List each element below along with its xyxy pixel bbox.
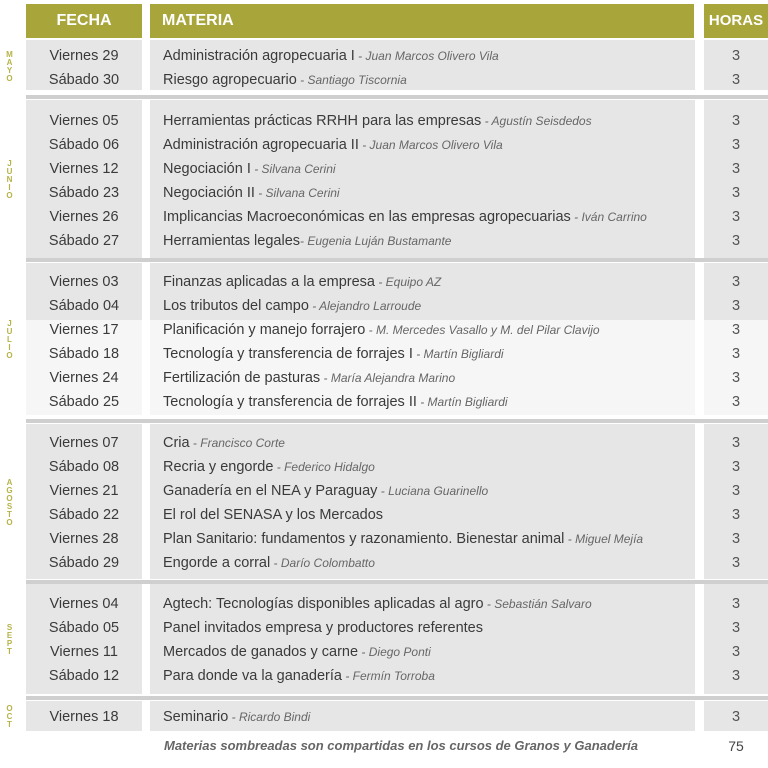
row-date: Viernes 29 xyxy=(49,48,119,64)
subject-professor: - Agustín Seisdedos xyxy=(481,114,592,128)
subject-professor: - Santiago Tiscornia xyxy=(296,73,407,87)
row-hours: 3 xyxy=(731,137,741,153)
subject-title: Cria xyxy=(163,435,190,451)
subject-professor: - María Alejandra Marino xyxy=(320,371,456,385)
subject-professor: - Federico Hidalgo xyxy=(273,460,375,474)
subject-professor: - Alejandro Larroude xyxy=(308,299,422,313)
row-subject xyxy=(163,318,703,342)
row-subject xyxy=(163,109,703,133)
row-hours: 3 xyxy=(731,209,741,225)
subject-title: Tecnología y transferencia de forrajes I xyxy=(163,346,413,362)
header-fecha: FECHA xyxy=(26,4,142,38)
row-hours: 3 xyxy=(731,346,741,362)
row-hours: 3 xyxy=(731,72,741,88)
row-subject xyxy=(163,133,703,157)
subject-professor: - M. Mercedes Vasallo y M. del Pilar Clavijo xyxy=(365,323,600,337)
subject-professor: - Diego Ponti xyxy=(358,645,431,659)
row-hours: 3 xyxy=(731,370,741,386)
subject-professor: - Eugenia Luján Bustamante xyxy=(300,234,452,248)
row-hours: 3 xyxy=(731,531,741,547)
subject-professor: - Silvana Cerini xyxy=(250,162,336,176)
row-date: Sábado 29 xyxy=(48,555,120,571)
subject-professor: - Miguel Mejía xyxy=(564,532,644,546)
row-date: Viernes 04 xyxy=(49,596,119,612)
row-date: Sábado 06 xyxy=(48,137,120,153)
month-label: JUNIO xyxy=(5,159,14,199)
row-hours: 3 xyxy=(731,507,741,523)
table-row xyxy=(0,157,768,181)
row-subject xyxy=(163,294,703,318)
table-row xyxy=(0,270,768,294)
table-row xyxy=(0,68,768,92)
subject-title: Recria y engorde xyxy=(163,459,274,475)
total-hours: 75 xyxy=(728,738,744,754)
month-label: SEPT xyxy=(5,623,14,655)
subject-title: Administración agropecuaria II xyxy=(163,137,359,153)
subject-title: Agtech: Tecnologías disponibles aplicadas al agro xyxy=(163,596,484,612)
row-date: Viernes 21 xyxy=(49,483,119,499)
month-label: AGOSTO xyxy=(5,477,14,526)
row-subject xyxy=(163,366,703,390)
subject-professor: - Sebastián Salvaro xyxy=(483,597,592,611)
row-subject xyxy=(163,390,703,414)
month-label: OCT xyxy=(5,704,14,728)
subject-professor: - Luciana Guarinello xyxy=(377,484,489,498)
row-hours: 3 xyxy=(731,596,741,612)
subject-professor: - Martín Bigliardi xyxy=(412,347,504,361)
subject-title: Ganadería en el NEA y Paraguay xyxy=(163,483,378,499)
month-separator xyxy=(26,258,768,262)
subject-title: Para donde va la ganadería xyxy=(163,668,342,684)
row-subject xyxy=(163,479,703,503)
subject-title: El rol del SENASA y los Mercados xyxy=(163,507,384,523)
subject-title: Plan Sanitario: fundamentos y razonamiento. Bienestar animal xyxy=(163,531,565,547)
subject-professor: - Equipo AZ xyxy=(374,275,442,289)
row-hours: 3 xyxy=(731,459,741,475)
table-row xyxy=(0,44,768,68)
footer-note: Materias sombreadas son compartidas en los cursos de Granos y Ganadería xyxy=(164,738,638,753)
row-subject xyxy=(163,270,703,294)
row-subject xyxy=(163,431,703,455)
month-separator xyxy=(26,419,768,423)
table-row xyxy=(0,181,768,205)
subject-title: Seminario xyxy=(163,709,229,725)
subject-professor: - Iván Carrino xyxy=(570,210,647,224)
table-row xyxy=(0,342,768,366)
row-hours: 3 xyxy=(731,274,741,290)
row-hours: 3 xyxy=(731,709,741,725)
row-hours: 3 xyxy=(731,555,741,571)
row-date: Sábado 25 xyxy=(48,394,120,410)
subject-title: Administración agropecuaria I xyxy=(163,48,355,64)
table-row xyxy=(0,133,768,157)
row-hours: 3 xyxy=(731,113,741,129)
table-row xyxy=(0,229,768,253)
row-hours: 3 xyxy=(731,233,741,249)
subject-title: Herramientas prácticas RRHH para las empresas xyxy=(163,113,482,129)
subject-title: Panel invitados empresa y productores referentes xyxy=(163,620,483,636)
subject-professor: - Silvana Cerini xyxy=(254,186,340,200)
subject-professor: - Fermín Torroba xyxy=(341,669,435,683)
table-row xyxy=(0,294,768,318)
row-date: Sábado 18 xyxy=(48,346,120,362)
row-date: Sábado 23 xyxy=(48,185,120,201)
row-subject xyxy=(163,551,703,575)
row-date: Viernes 12 xyxy=(49,161,119,177)
subject-title: Los tributos del campo xyxy=(163,298,309,314)
row-date: Sábado 12 xyxy=(48,668,120,684)
table-row xyxy=(0,205,768,229)
table-row xyxy=(0,366,768,390)
row-subject xyxy=(163,44,703,68)
row-hours: 3 xyxy=(731,644,741,660)
subject-title: Implicancias Macroeconómicas en las empresas agropecuarias xyxy=(163,209,571,225)
month-label: MAYO xyxy=(5,50,14,82)
row-date: Viernes 07 xyxy=(49,435,119,451)
row-hours: 3 xyxy=(731,668,741,684)
table-row xyxy=(0,705,768,729)
subject-title: Negociación I xyxy=(163,161,251,177)
row-subject xyxy=(163,527,703,551)
row-subject xyxy=(163,592,703,616)
row-date: Viernes 26 xyxy=(49,209,119,225)
subject-professor: - Francisco Corte xyxy=(189,436,285,450)
row-date: Viernes 05 xyxy=(49,113,119,129)
table-row xyxy=(0,503,768,527)
row-subject xyxy=(163,181,703,205)
table-row xyxy=(0,318,768,342)
table-row xyxy=(0,551,768,575)
row-date: Viernes 03 xyxy=(49,274,119,290)
row-hours: 3 xyxy=(731,322,741,338)
row-subject xyxy=(163,705,703,729)
row-hours: 3 xyxy=(731,483,741,499)
month-label: JULIO xyxy=(5,319,14,359)
table-row xyxy=(0,527,768,551)
table-row xyxy=(0,109,768,133)
row-date: Viernes 28 xyxy=(49,531,119,547)
subject-title: Planificación y manejo forrajero xyxy=(163,322,366,338)
subject-title: Riesgo agropecuario xyxy=(163,72,297,88)
row-date: Viernes 11 xyxy=(50,644,118,660)
row-hours: 3 xyxy=(731,435,741,451)
row-date: Sábado 04 xyxy=(48,298,120,314)
row-hours: 3 xyxy=(731,48,741,64)
row-hours: 3 xyxy=(731,620,741,636)
row-subject xyxy=(163,640,703,664)
subject-professor: - Ricardo Bindi xyxy=(228,710,311,724)
subject-title: Tecnología y transferencia de forrajes II xyxy=(163,394,417,410)
month-separator xyxy=(26,95,768,99)
row-subject xyxy=(163,229,703,253)
row-date: Sábado 08 xyxy=(48,459,120,475)
subject-title: Fertilización de pasturas xyxy=(163,370,321,386)
subject-title: Herramientas legales xyxy=(163,233,301,249)
row-subject xyxy=(163,616,703,640)
row-date: Viernes 18 xyxy=(49,709,119,725)
row-hours: 3 xyxy=(731,161,741,177)
month-separator xyxy=(26,580,768,584)
table-row xyxy=(0,592,768,616)
subject-title: Mercados de ganados y carne xyxy=(163,644,359,660)
subject-title: Negociación II xyxy=(163,185,255,201)
table-row xyxy=(0,616,768,640)
row-hours: 3 xyxy=(731,298,741,314)
month-separator xyxy=(26,696,768,700)
table-row xyxy=(0,455,768,479)
row-subject xyxy=(163,664,703,688)
header-horas: HORAS xyxy=(704,4,768,38)
subject-professor: - Juan Marcos Olivero Vila xyxy=(358,138,503,152)
subject-title: Engorde a corral xyxy=(163,555,271,571)
row-date: Viernes 24 xyxy=(49,370,119,386)
row-date: Sábado 22 xyxy=(48,507,120,523)
subject-title: Finanzas aplicadas a la empresa xyxy=(163,274,375,290)
row-subject xyxy=(163,68,703,92)
subject-professor: - Juan Marcos Olivero Vila xyxy=(354,49,499,63)
row-date: Viernes 17 xyxy=(49,322,119,338)
row-subject xyxy=(163,157,703,181)
row-subject xyxy=(163,205,703,229)
row-date: Sábado 30 xyxy=(48,72,120,88)
table-row xyxy=(0,640,768,664)
row-subject xyxy=(163,455,703,479)
subject-professor: - Martín Bigliardi xyxy=(416,395,508,409)
row-hours: 3 xyxy=(731,185,741,201)
row-hours: 3 xyxy=(731,394,741,410)
row-subject xyxy=(163,342,703,366)
row-date: Sábado 05 xyxy=(48,620,120,636)
subject-professor: - Darío Colombatto xyxy=(270,556,375,570)
row-subject xyxy=(163,503,703,527)
table-row xyxy=(0,479,768,503)
table-row xyxy=(0,431,768,455)
row-date: Sábado 27 xyxy=(48,233,120,249)
table-row xyxy=(0,390,768,414)
table-row xyxy=(0,664,768,688)
header-materia: MATERIA xyxy=(150,4,694,38)
